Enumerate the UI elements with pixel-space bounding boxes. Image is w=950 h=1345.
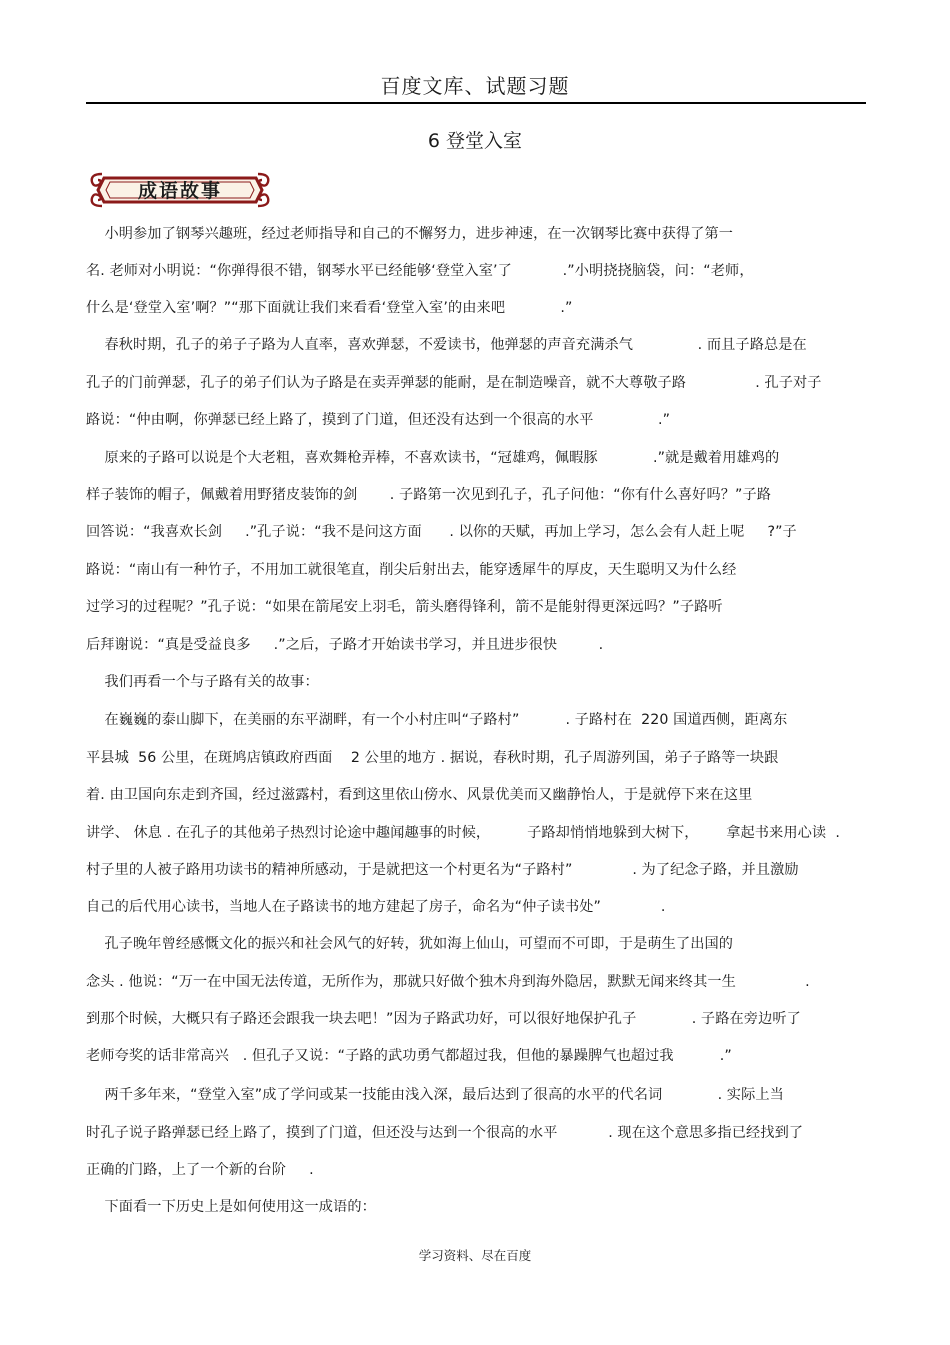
body-line: 到那个时候，大概只有子路还会跟我一块去吧！”因为子路武功好，可以很好地保护孔子 . 子路在旁边听了 [86,1011,801,1027]
body-line: 后拜谢说：“真是受益良多 .”之后，子路才开始读书学习，并且进步很快 . [86,637,604,653]
body-line: 路说：“仲由啊，你弹瑟已经上路了，摸到了门道，但还没有达到一个很高的水平 .” [86,412,671,428]
body-line: 原来的子路可以说是个大老粗，喜欢舞枪弄棒，不喜欢读书，“冠雄鸡，佩暇豚 .”就是戴着用雄鸡的 [86,450,780,466]
page-header-title: 百度文库、试题习题 [380,74,570,98]
body-line: 名. 老师对小明说：“你弹得很不错，钢琴水平已经能够‘登堂入室’了 .”小明挠挠脑袋，问：“老师， [86,263,754,279]
body-line: 春秋时期，孔子的弟子子路为人直率，喜欢弹瑟，不爱读书，他弹瑟的声音充满杀气 . 而且子路总是在 [86,337,807,353]
body-line: 什么是‘登堂入室’啊？”“那下面就让我们来看看‘登堂入室’的由来吧 .” [86,300,573,316]
body-line: 两千多年来，“登堂入室”成了学问或某一技能由浅入深，最后达到了很高的水平的代名词 . 实际上当 [86,1087,784,1103]
body-line: 孔子晚年曾经感慨文化的振兴和社会风气的好转，犹如海上仙山，可望而不可即，于是萌生了出国的 [86,936,734,952]
body-line: 在巍巍的泰山脚下，在美丽的东平湖畔，有一个小村庄叫“子路村” . 子路村在 220 国道西侧，距离东 [86,712,788,728]
body-line: 念头 . 他说：“万一在中国无法传道，无所作为，那就只好做个独木舟到海外隐居，默默无闻来终其一生 . [86,974,810,990]
body-line: 正确的门路，上了一个新的台阶 . [86,1162,314,1178]
body-line: 自己的后代用心读书，当地人在子路读书的地方建起了房子，命名为“仲子读书处” . [86,899,666,915]
body-line: 小明参加了钢琴兴趣班，经过老师指导和自己的不懈努力，进步神速，在一次钢琴比赛中获得了第一 [86,226,734,242]
body-line: 样子装饰的帽子，佩戴着用野猪皮装饰的剑 . 子路第一次见到孔子，孔子问他：“你有什么喜好吗？”子路 [86,487,772,503]
banner-label: 成语故事 [137,180,223,202]
lesson-title: 6 登堂入室 [427,130,523,152]
body-line: 村子里的人被子路用功读书的精神所感动，于是就把这一个村更名为“子路村” . 为了纪念子路，并且激励 [86,862,799,878]
body-line: 老师夸奖的话非常高兴 . 但孔子又说：“子路的武功勇气都超过我，但他的暴躁脾气也超过我 .” [86,1048,732,1064]
body-line: 回答说：“我喜欢长剑 .”孔子说：“我不是问这方面 . 以你的天赋，再加上学习，怎么会有人赶上呢 ?”子 [86,524,797,540]
body-line: 路说：“南山有一种竹子，不用加工就很笔直，削尖后射出去，能穿透犀牛的厚皮，天生聪明又为什么经 [86,562,737,578]
body-line: 下面看一下历史上是如何使用这一成语的： [86,1199,376,1215]
body-line: 平县城 56 公里，在斑鸠店镇政府西面 2 公里的地方 . 据说，春秋时期，孔子周游列国，弟子子路等一块跟 [86,750,779,766]
body-line: 讲学、 休息 . 在孔子的其他弟子热烈讨论途中趣闻趣事的时候， 子路却悄悄地躲到大树下， 拿起书来用心读 . [86,825,841,841]
chengyu-story-banner [88,168,272,212]
body-line: 我们再看一个与子路有关的故事： [86,674,319,690]
page-footer: 学习资料、尽在百度 [418,1248,532,1263]
body-line: 过学习的过程呢？”孔子说：“如果在箭尾安上羽毛，箭头磨得锋利，箭不是能射得更深远吗？”子路听 [86,599,723,615]
header-divider [86,102,866,104]
body-line: 孔子的门前弹瑟，孔子的弟子们认为子路是在卖弄弹瑟的能耐，是在制造噪音，就不大尊敬子路 . 孔子对子 [86,375,822,391]
body-line: 时孔子说子路弹瑟已经上路了，摸到了门道，但还没与达到一个很高的水平 . 现在这个意思多指已经找到了 [86,1125,804,1141]
body-line: 着. 由卫国向东走到齐国，经过滋露村，看到这里依山傍水、风景优美而又幽静怡人，于是就停下来在这里 [86,787,753,803]
